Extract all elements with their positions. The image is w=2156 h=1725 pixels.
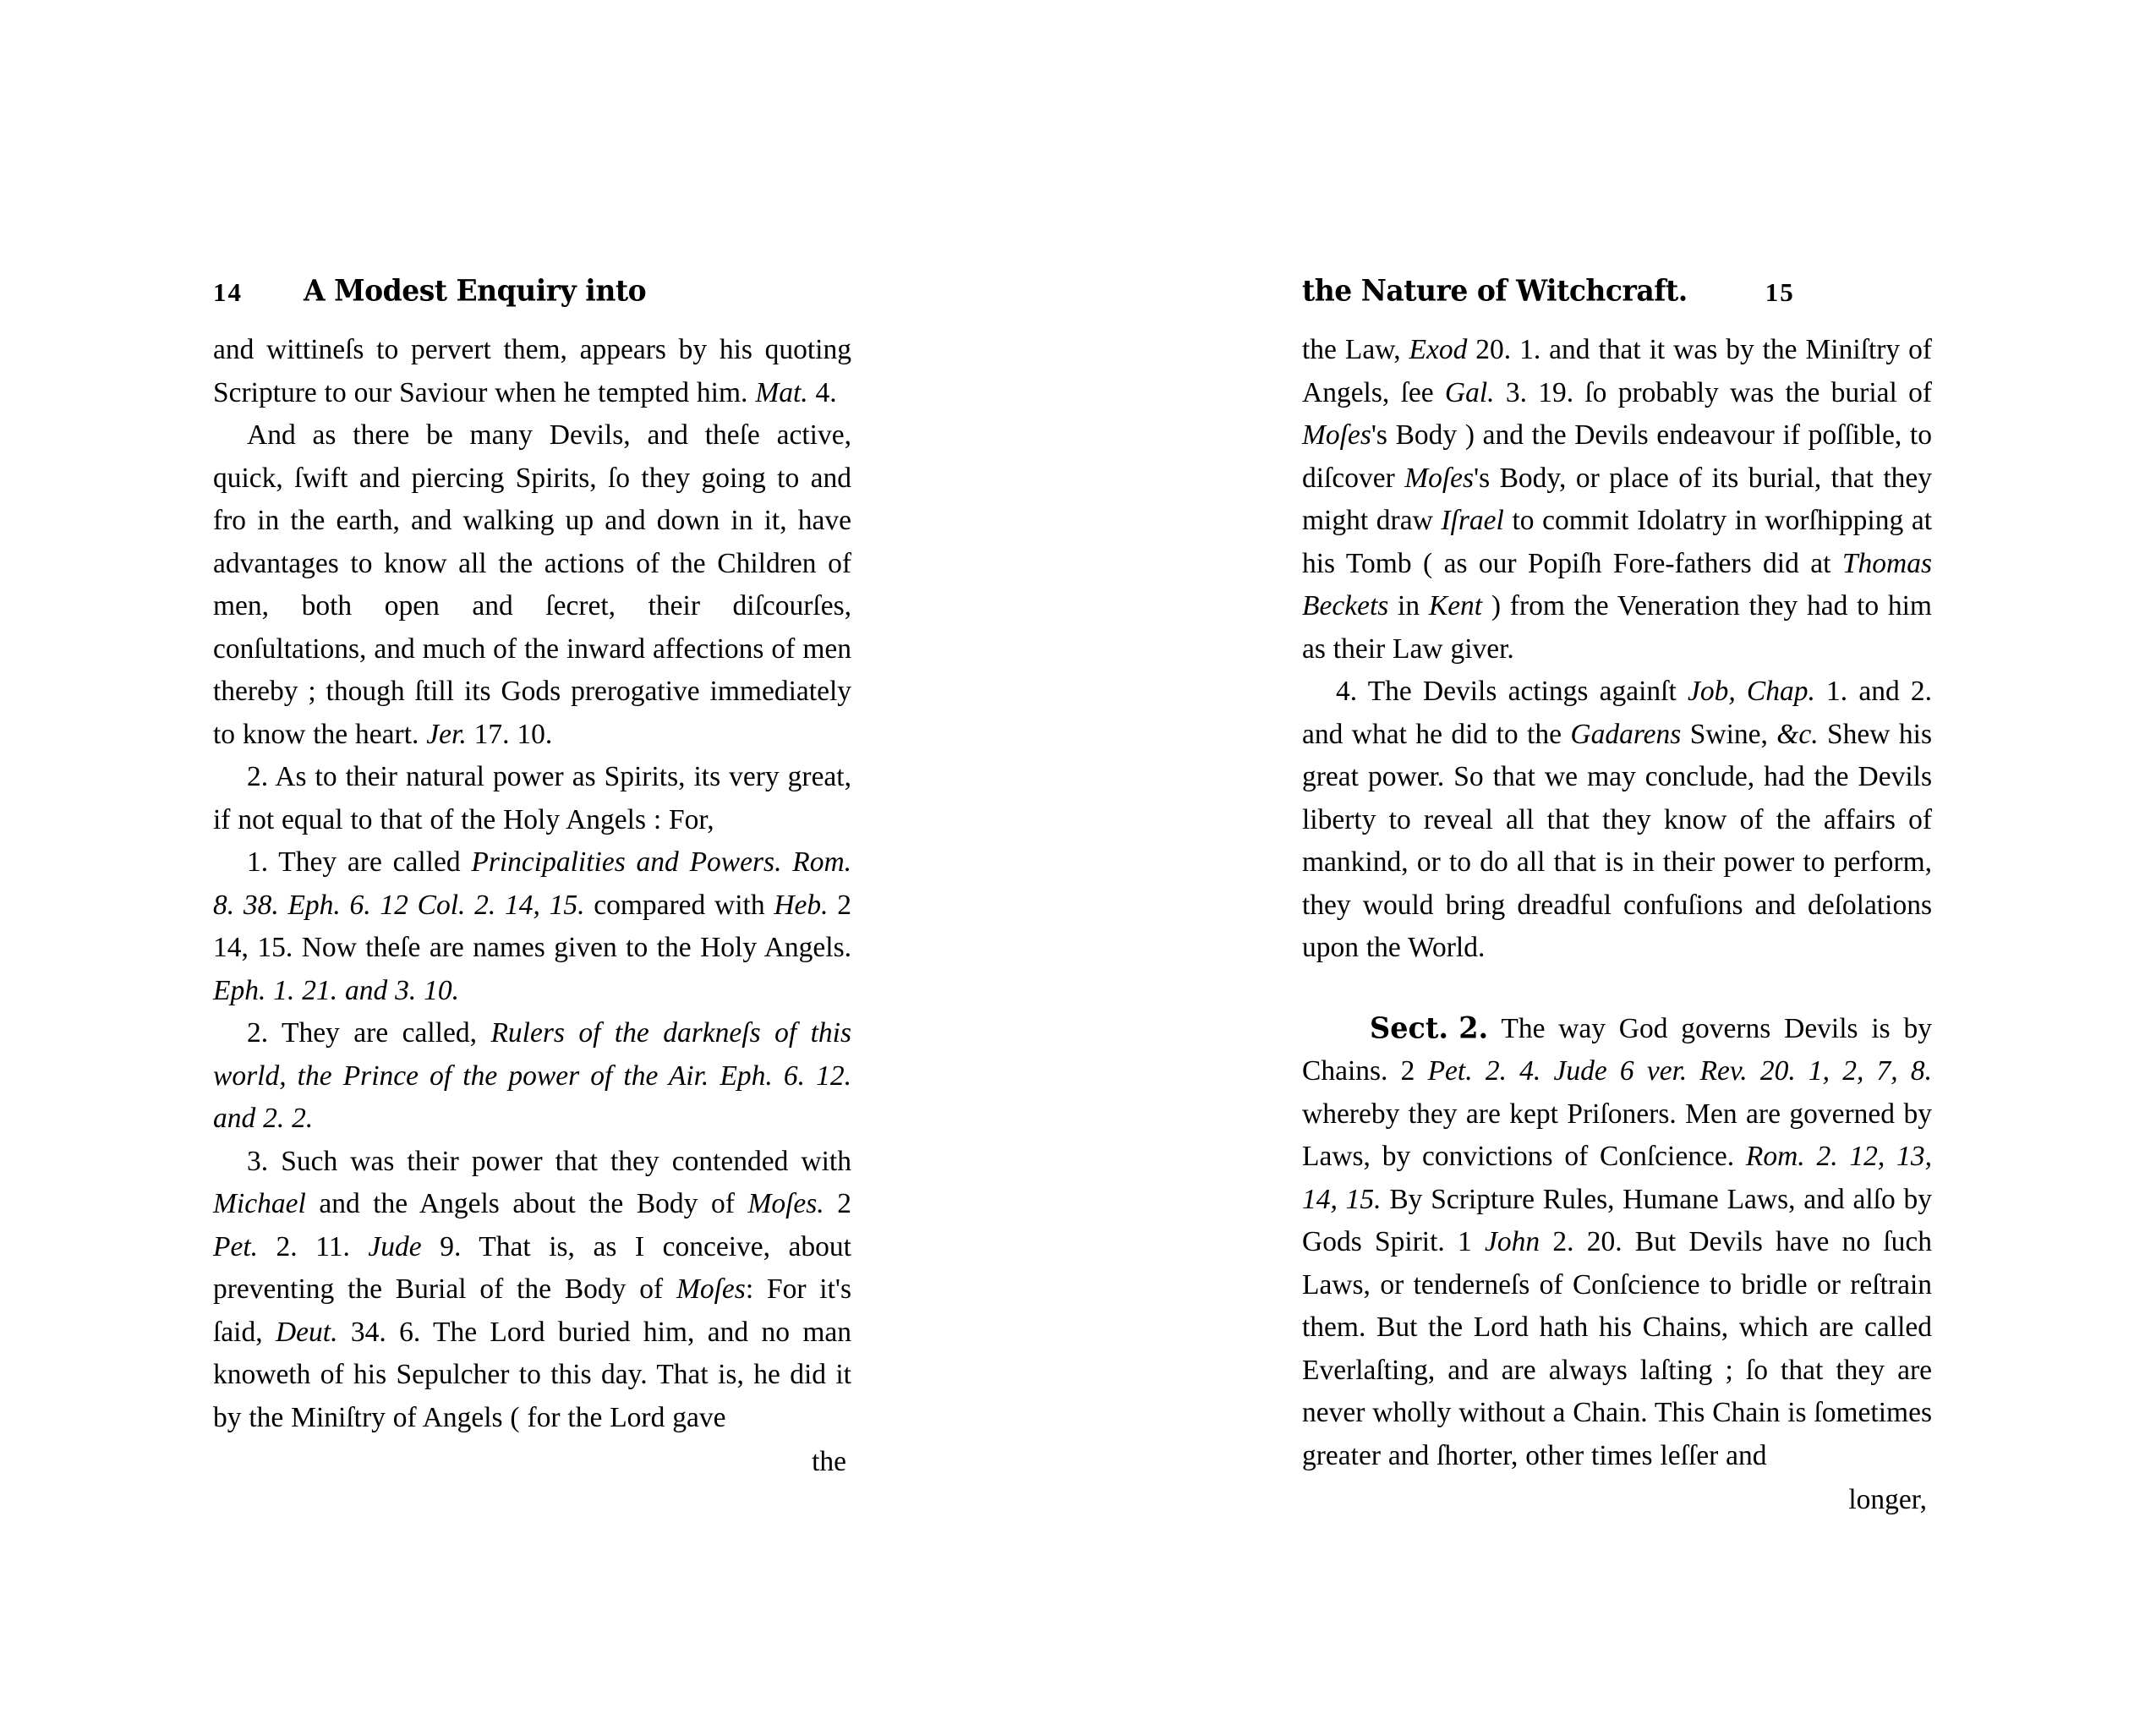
italic-run: ver. xyxy=(1646,1055,1688,1087)
right-catchword: longer, xyxy=(1848,1484,1927,1515)
italic-run: Rulers of the darkneſs of this world, the Prince of the power of the Air. xyxy=(213,1017,852,1092)
italic-run: Moſes xyxy=(676,1273,746,1305)
italic-run: and xyxy=(344,974,388,1006)
roman-run: compared with xyxy=(584,889,774,921)
roman-run: Shew his great power. So that we may conclude, had the Devils liberty to reveal all that they know of the affairs of mankind, or to do all that is in their power to perform, they would bring dreadful confuſions and deſolations upon the World. xyxy=(1302,718,1932,963)
paragraph xyxy=(213,1141,851,1440)
roman-run: in xyxy=(1388,590,1429,622)
roman-run: 20. 1. and that it was by the Miniſtry of Angels, ſee xyxy=(1302,334,1932,408)
italic-run: Rom. xyxy=(792,846,852,878)
roman-run xyxy=(709,1060,720,1092)
roman-run: 2. 11. xyxy=(258,1230,369,1262)
italic-run: 2. 12, 13, 14, 15. xyxy=(1302,1141,1932,1215)
roman-run: 1. and 2. and what he did to the xyxy=(1302,676,1932,750)
italic-run: Moſes xyxy=(1404,462,1475,494)
roman-run: 2 14, 15. Now theſe are names given to the Holy Angels. xyxy=(213,889,851,963)
italic-run: Kent xyxy=(1428,590,1483,622)
italic-run: Exod xyxy=(1409,334,1468,365)
italic-run: Gal. xyxy=(1444,376,1495,408)
italic-run: Eph. xyxy=(213,974,266,1006)
roman-run: 's Body, or place of its burial, that they might draw xyxy=(1302,462,1932,536)
roman-run: 3. Such was their power that they contended with xyxy=(247,1145,851,1177)
italic-run: Heb. xyxy=(774,889,829,921)
roman-run: 's Body ) and the Devils endeavour if poſſible, to diſcover xyxy=(1302,419,1932,494)
italic-run: Mat. xyxy=(755,376,808,408)
italic-run: 6 xyxy=(1606,1055,1647,1087)
italic-run: Iſrael xyxy=(1441,505,1504,536)
roman-run: 4. xyxy=(807,376,837,408)
italic-run: &c. xyxy=(1776,718,1819,750)
left-page xyxy=(213,272,852,1484)
italic-run: Gadarens xyxy=(1570,718,1682,750)
paragraph xyxy=(213,841,851,1012)
roman-run: 1. They are called xyxy=(247,846,472,878)
roman-run: is by Chains. 2 xyxy=(1302,1012,1932,1087)
left-folio-number: 14 xyxy=(213,277,243,307)
roman-run: 4. The Devils actings againſt xyxy=(1336,676,1688,707)
italic-run: 6. 12. xyxy=(772,1060,852,1092)
roman-run: And as there be many Devils, and theſe active, quick, ſwift and piercing Spirits, ſo they going to and fro in the earth, and walking up and down in it, have advantages to know all the actions of the Children of men, both open and ſecret, their diſcourſes, conſultations, and much of the inward affections of men thereby ; though ſtill its Gods prerogative immediately to know the heart. xyxy=(213,419,851,750)
italic-run: Thomas Beckets xyxy=(1302,547,1932,622)
italic-run: Moſes xyxy=(1302,419,1371,451)
roman-run: : For it's ſaid, xyxy=(213,1273,851,1348)
roman-run: and wittineſs to pervert them, appears by his quoting Scripture to our Saviour when he tempted him. xyxy=(213,334,851,408)
italic-run: Jer. xyxy=(426,718,467,750)
italic-run: Col. xyxy=(417,889,466,921)
italic-run: Pet. xyxy=(1427,1055,1473,1087)
italic-run: John xyxy=(1485,1226,1540,1257)
roman-run: 2. They are called, xyxy=(247,1017,491,1049)
roman-run: the Law, xyxy=(1302,334,1409,365)
italic-run: Pet. xyxy=(213,1230,259,1262)
paragraph xyxy=(1302,1007,1932,1478)
roman-run xyxy=(1687,1055,1699,1087)
right-folio-number: 15 xyxy=(1765,277,1795,307)
italic-run: 3. 10. xyxy=(387,974,459,1006)
italic-run: Job, Chap. xyxy=(1687,676,1815,707)
right-running-head xyxy=(1302,272,1932,322)
italic-run: Jude xyxy=(1553,1055,1607,1087)
paragraph xyxy=(213,1012,851,1141)
left-catchword: the xyxy=(812,1446,846,1477)
roman-run: The way God governs xyxy=(1488,1012,1785,1044)
blackletter-run: Sect. 2. xyxy=(1370,1010,1489,1045)
paragraph xyxy=(213,329,851,414)
italic-run: 2. 2. xyxy=(255,1103,314,1134)
italic-run: 1. 21. xyxy=(265,974,345,1006)
roman-run: By Scripture Rules, Humane Laws, and alſo by Gods Spirit. 1 xyxy=(1302,1183,1932,1257)
italic-run: 6. 12 xyxy=(340,889,418,921)
roman-run xyxy=(781,846,792,878)
roman-run: Devils xyxy=(1784,1012,1858,1044)
roman-run: 3. 19. ſo probably was the burial of xyxy=(1494,376,1933,408)
italic-run: and xyxy=(213,1103,256,1134)
paragraph xyxy=(213,756,851,841)
roman-run: and the Angels about the Body of xyxy=(305,1188,748,1219)
roman-run: to commit Idolatry in worſhipping at his Tomb ( as our Popiſh Fore-fathers did at xyxy=(1302,505,1932,579)
roman-run: Swine, xyxy=(1681,718,1777,750)
italic-run: 2. 4. xyxy=(1472,1055,1554,1087)
paragraph xyxy=(1302,329,1932,671)
italic-run: 8. 38. xyxy=(213,889,288,921)
italic-run: Michael xyxy=(213,1188,306,1219)
italic-run: Principalities and Powers. xyxy=(471,846,782,878)
italic-run: Moſes. xyxy=(747,1188,824,1219)
left-running-head xyxy=(213,272,851,322)
roman-run: 9. That is, as I conceive, about preventing the Burial of the Body of xyxy=(213,1230,851,1305)
right-page xyxy=(1302,272,1933,1522)
italic-run: Jude xyxy=(368,1230,422,1262)
italic-run: 20. 1, 2, 7, 8. xyxy=(1747,1055,1932,1087)
roman-run: ) from the Veneration they had to him as their Law giver. xyxy=(1302,590,1932,665)
roman-run: 2. As to their natural power as Spirits, its very great, if not equal to that of the Holy Angels : For, xyxy=(213,761,851,835)
roman-run: whereby they are kept Priſoners. Men are governed by Laws, by convictions of Conſcience. xyxy=(1302,1098,1932,1172)
italic-run: Rom. xyxy=(1745,1141,1805,1172)
roman-run: 17. 10. xyxy=(466,718,553,750)
italic-run: Eph. xyxy=(720,1060,773,1092)
roman-run: 34. 6. The Lord buried him, and no man knoweth of his Sepulcher to this day. That is, he did it by the Miniſtry of Angels ( for the Lord gave xyxy=(213,1316,852,1433)
paragraph xyxy=(1302,671,1932,970)
italic-run: Rev. xyxy=(1699,1055,1748,1087)
roman-run: 2. 20. But Devils have no ſuch Laws, or tenderneſs of Conſcience to bridle or reſtrain them. But the Lord hath his Chains, which are called Everlaſting, and are always laſting ; ſo that they are never wholly without a Chain. This Chain is ſometimes greater and ſhorter, other times leſſer and xyxy=(1302,1226,1932,1471)
roman-run: 2 xyxy=(824,1188,851,1219)
paragraph xyxy=(213,414,851,756)
left-running-title: A Modest Enquiry into xyxy=(304,272,647,308)
italic-run: 2. 14, 15. xyxy=(465,889,585,921)
italic-run: Deut. xyxy=(275,1316,338,1348)
right-running-title: the Nature of Witchcraft. xyxy=(1302,272,1688,308)
right-text-column xyxy=(1302,329,1932,1477)
left-text-column xyxy=(213,329,851,1439)
italic-run: Eph. xyxy=(287,889,341,921)
